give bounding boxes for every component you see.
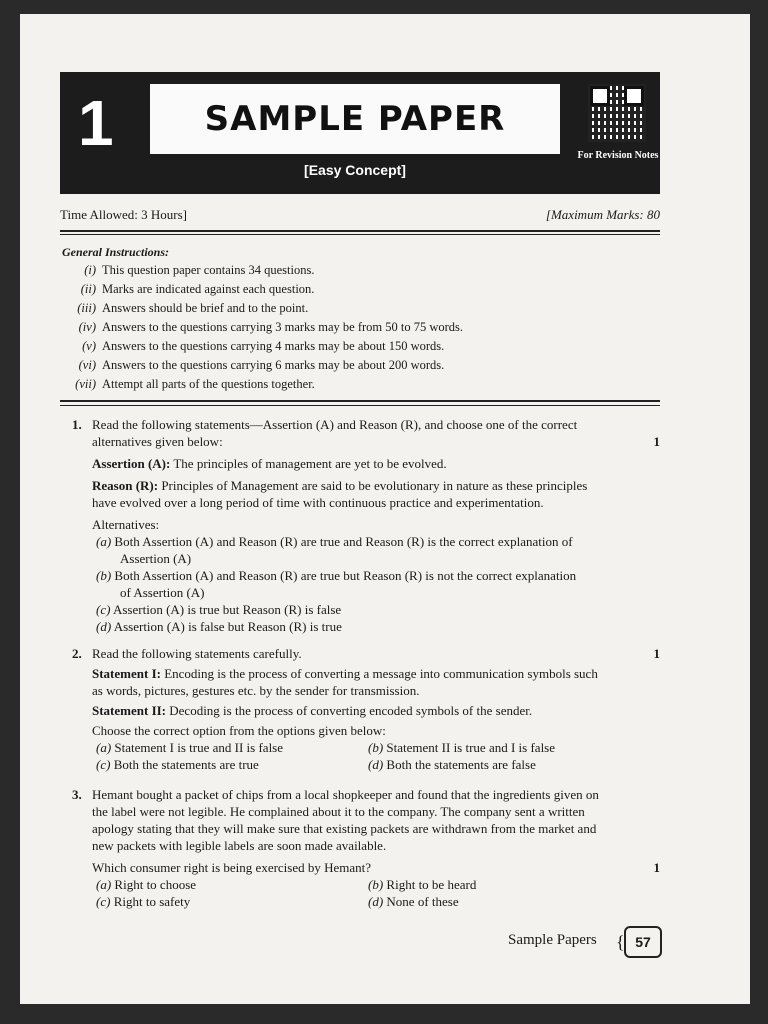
list-item (62, 377, 662, 396)
statement-text: as words, pictures, gestures etc. by the sender for transmission. (92, 683, 420, 698)
item-number: (iv) (78, 320, 96, 334)
brace-icon: { (616, 932, 625, 952)
divider (60, 405, 660, 406)
option-text: Both Assertion (A) and Reason (R) are true but Reason (R) is not the correct explanation (114, 568, 577, 583)
item-text: Answers to the questions carrying 6 marks may be about 200 words. (102, 358, 445, 372)
instructions-list (62, 263, 662, 396)
option-text: Right to choose (114, 877, 197, 892)
question-1 (72, 416, 660, 635)
statement-text: Decoding is the process of converting encoded symbols of the sender. (166, 703, 533, 718)
title-banner (60, 72, 660, 194)
option-label: (b) (96, 568, 112, 583)
question-text: Choose the correct option from the options given below: (92, 723, 386, 738)
question-number: 2. (72, 646, 82, 661)
option-text: Statement II is true and I is false (386, 740, 556, 755)
divider (60, 230, 660, 232)
option-label: (c) (96, 602, 111, 617)
option-text: Assertion (A) (120, 551, 192, 566)
title-box (150, 84, 560, 154)
list-item (62, 263, 662, 282)
item-number: (ii) (80, 282, 96, 296)
page-number-text: 57 (635, 934, 651, 950)
question-3 (72, 786, 660, 910)
page-title: SAMPLE PAPER (204, 99, 506, 139)
list-item (62, 339, 662, 358)
page-subtitle: [Easy Concept] (304, 162, 406, 178)
reason-text: have evolved over a long period of time with continuous practice and experimentation. (92, 495, 544, 510)
qr-caption: For Revision Notes (577, 150, 659, 161)
question-text: Which consumer right is being exercised by Hemant? (92, 860, 372, 875)
assertion-text: The principles of management are yet to be evolved. (170, 456, 447, 471)
item-text: Answers to the questions carrying 4 marks may be about 150 words. (102, 339, 445, 353)
reason-text: Principles of Management are said to be evolutionary in nature as these principles (158, 478, 588, 493)
question-text: Read the following statements carefully. (92, 646, 302, 661)
instructions-heading: General Instructions: (62, 245, 170, 259)
maximum-marks: [Maximum Marks: 80 (545, 207, 660, 222)
list-item (62, 301, 662, 320)
question-text: alternatives given below: (92, 434, 223, 449)
question-text: Read the following statements—Assertion (A) and Reason (R), and choose one of the correct (92, 417, 578, 432)
statement-label: Statement I: (92, 666, 161, 681)
assertion-label: Assertion (A): (92, 456, 171, 471)
alternatives-label: Alternatives: (92, 517, 160, 532)
option-text: Statement I is true and II is false (114, 740, 284, 755)
divider (60, 400, 660, 402)
item-number: (i) (84, 263, 96, 277)
item-number: (iii) (77, 301, 96, 315)
item-text: Answers should be brief and to the point. (102, 301, 309, 315)
question-number: 3. (72, 787, 82, 802)
footer-label: Sample Papers (508, 932, 597, 948)
statement-label: Statement II: (92, 703, 167, 718)
option-text: of Assertion (A) (120, 585, 205, 600)
paper-number: 1 (78, 87, 114, 159)
time-allowed: Time Allowed: 3 Hours] (60, 207, 187, 222)
question-number: 1. (72, 417, 82, 432)
option-text: Assertion (A) is false but Reason (R) is true (113, 619, 342, 634)
item-text: Attempt all parts of the questions together. (102, 377, 315, 391)
divider (60, 234, 660, 235)
option-label: (d) (368, 757, 384, 772)
option-text: Both the statements are true (113, 757, 259, 772)
option-label: (d) (368, 894, 384, 909)
option-label: (c) (96, 894, 111, 909)
option-text: Both Assertion (A) and Reason (R) are true and Reason (R) is the correct explanation of (114, 534, 573, 549)
option-text: Both the statements are false (386, 757, 536, 772)
list-item (62, 320, 662, 339)
option-label: (c) (96, 757, 111, 772)
marks: 1 (653, 860, 660, 875)
question-text: the label were not legible. He complained about it to the company. The company sent a written (92, 804, 585, 819)
qr-code-icon (588, 84, 646, 142)
question-text: apology stating that they will make sure that existing packets are withdrawn from the market and (92, 821, 597, 836)
item-number: (vii) (75, 377, 96, 391)
option-text: None of these (386, 894, 459, 909)
option-label: (a) (96, 740, 112, 755)
item-text: This question paper contains 34 questions. (102, 263, 315, 277)
list-item (62, 282, 662, 301)
page (20, 14, 750, 1004)
option-label: (d) (96, 619, 112, 634)
option-label: (a) (96, 534, 112, 549)
option-text: Right to be heard (386, 877, 477, 892)
statement-text: Encoding is the process of converting a message into communication symbols such (160, 666, 598, 681)
item-text: Answers to the questions carrying 3 marks may be from 50 to 75 words. (102, 320, 464, 334)
option-label: (b) (368, 740, 384, 755)
option-text: Right to safety (113, 894, 191, 909)
question-text: Hemant bought a packet of chips from a local shopkeeper and found that the ingredients given on (92, 787, 599, 802)
marks: 1 (653, 434, 660, 449)
option-text: Assertion (A) is true but Reason (R) is false (112, 602, 342, 617)
question-text: new packets with legible labels are soon made available. (92, 838, 387, 853)
option-label: (b) (368, 877, 384, 892)
option-label: (a) (96, 877, 112, 892)
item-text: Marks are indicated against each question. (102, 282, 315, 296)
marks: 1 (653, 646, 660, 661)
list-item (62, 358, 662, 377)
page-number (624, 926, 662, 958)
reason-label: Reason (R): (92, 478, 159, 493)
item-number: (v) (82, 339, 96, 353)
item-number: (vi) (78, 358, 96, 372)
question-2 (72, 645, 660, 773)
